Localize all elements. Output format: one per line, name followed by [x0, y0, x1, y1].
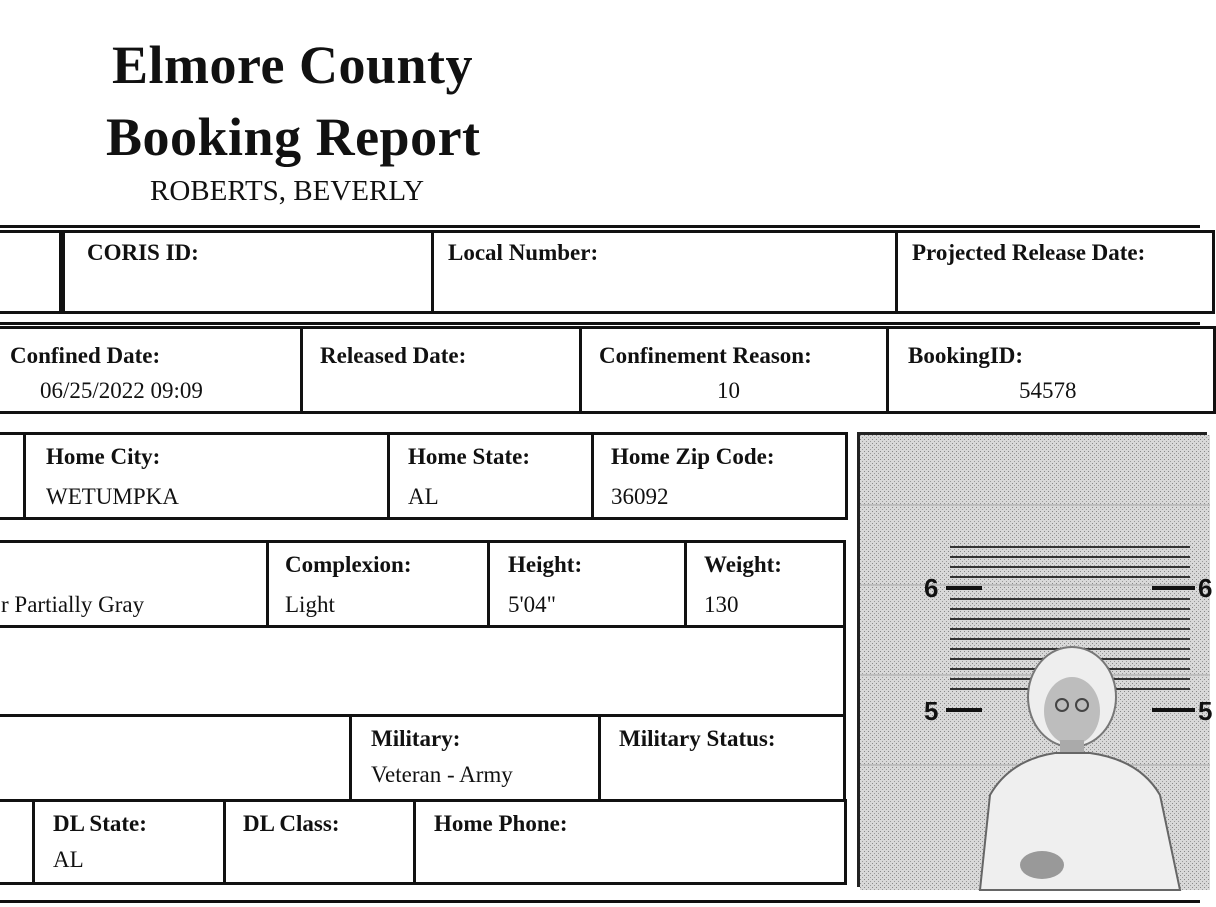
- military-status-cell: [598, 714, 846, 802]
- complexion-value: Light: [285, 592, 335, 617]
- military-label: Military:: [371, 726, 461, 751]
- weight-cell: [684, 540, 846, 628]
- local-number-label: Local Number:: [448, 240, 599, 265]
- confined-date-label: Confined Date:: [10, 343, 161, 368]
- confined-date-value: 06/25/2022 09:09: [40, 378, 203, 403]
- mugshot-image: [860, 435, 1213, 890]
- booking-id-cell: [886, 326, 1216, 414]
- rule-mid: [0, 322, 1200, 325]
- home-city-value: WETUMPKA: [46, 484, 179, 509]
- height-mark-5-right: 5: [1198, 696, 1213, 726]
- report-title-county: Elmore County: [112, 35, 474, 95]
- confinement-reason-value: 10: [717, 378, 740, 403]
- confinement-reason-cell: [579, 326, 889, 414]
- projected-release-label: Projected Release Date:: [912, 240, 1146, 265]
- home-city-label: Home City:: [46, 444, 161, 469]
- confinement-reason-label: Confinement Reason:: [599, 343, 812, 368]
- home-state-cell: [387, 432, 594, 520]
- military-value: Veteran - Army: [371, 762, 513, 787]
- booking-photo: [857, 432, 1213, 887]
- home-zip-label: Home Zip Code:: [611, 444, 775, 469]
- hair-color-cell: [0, 540, 269, 628]
- height-mark-6-left: 6: [924, 573, 939, 603]
- empty-row-cell: [0, 625, 846, 717]
- military-status-label: Military Status:: [619, 726, 776, 751]
- home-city-cell: [23, 432, 390, 520]
- cell-left-stub: [0, 230, 62, 314]
- released-date-label: Released Date:: [320, 343, 467, 368]
- report-title: Booking Report: [106, 107, 481, 167]
- local-number-cell: [431, 230, 898, 314]
- complexion-label: Complexion:: [285, 552, 412, 577]
- home-zip-value: 36092: [611, 484, 669, 509]
- home-phone-label: Home Phone:: [434, 811, 568, 836]
- military-cell: [349, 714, 601, 802]
- complexion-cell: [266, 540, 490, 628]
- cell-left-7: [0, 799, 35, 885]
- coris-id-cell: [62, 230, 434, 314]
- inmate-name: ROBERTS, BEVERLY: [150, 175, 425, 207]
- rule-bottom: [0, 900, 1200, 903]
- height-mark-6-right: 6: [1198, 573, 1213, 603]
- weight-value: 130: [704, 592, 739, 617]
- released-date-cell: [300, 326, 582, 414]
- height-mark-5-left: 5: [924, 696, 939, 726]
- dl-class-label: DL Class:: [243, 811, 340, 836]
- dl-class-cell: [223, 799, 416, 885]
- home-phone-cell: [413, 799, 847, 885]
- height-value: 5'04": [508, 592, 557, 617]
- cell-left-6: [0, 714, 352, 802]
- rule-top: [0, 225, 1200, 228]
- dl-state-value: AL: [53, 847, 84, 872]
- confined-date-cell: [0, 326, 303, 414]
- home-state-label: Home State:: [408, 444, 530, 469]
- home-state-value: AL: [408, 484, 439, 509]
- height-label: Height:: [508, 552, 583, 577]
- weight-label: Weight:: [704, 552, 782, 577]
- projected-release-cell: [895, 230, 1215, 314]
- booking-id-value: 54578: [1019, 378, 1077, 403]
- coris-id-label: CORIS ID:: [87, 240, 199, 265]
- dl-state-cell: [32, 799, 226, 885]
- height-cell: [487, 540, 687, 628]
- hair-color-value: r Partially Gray: [1, 592, 145, 617]
- booking-id-label: BookingID:: [908, 343, 1024, 368]
- dl-state-label: DL State:: [53, 811, 147, 836]
- home-zip-cell: [591, 432, 848, 520]
